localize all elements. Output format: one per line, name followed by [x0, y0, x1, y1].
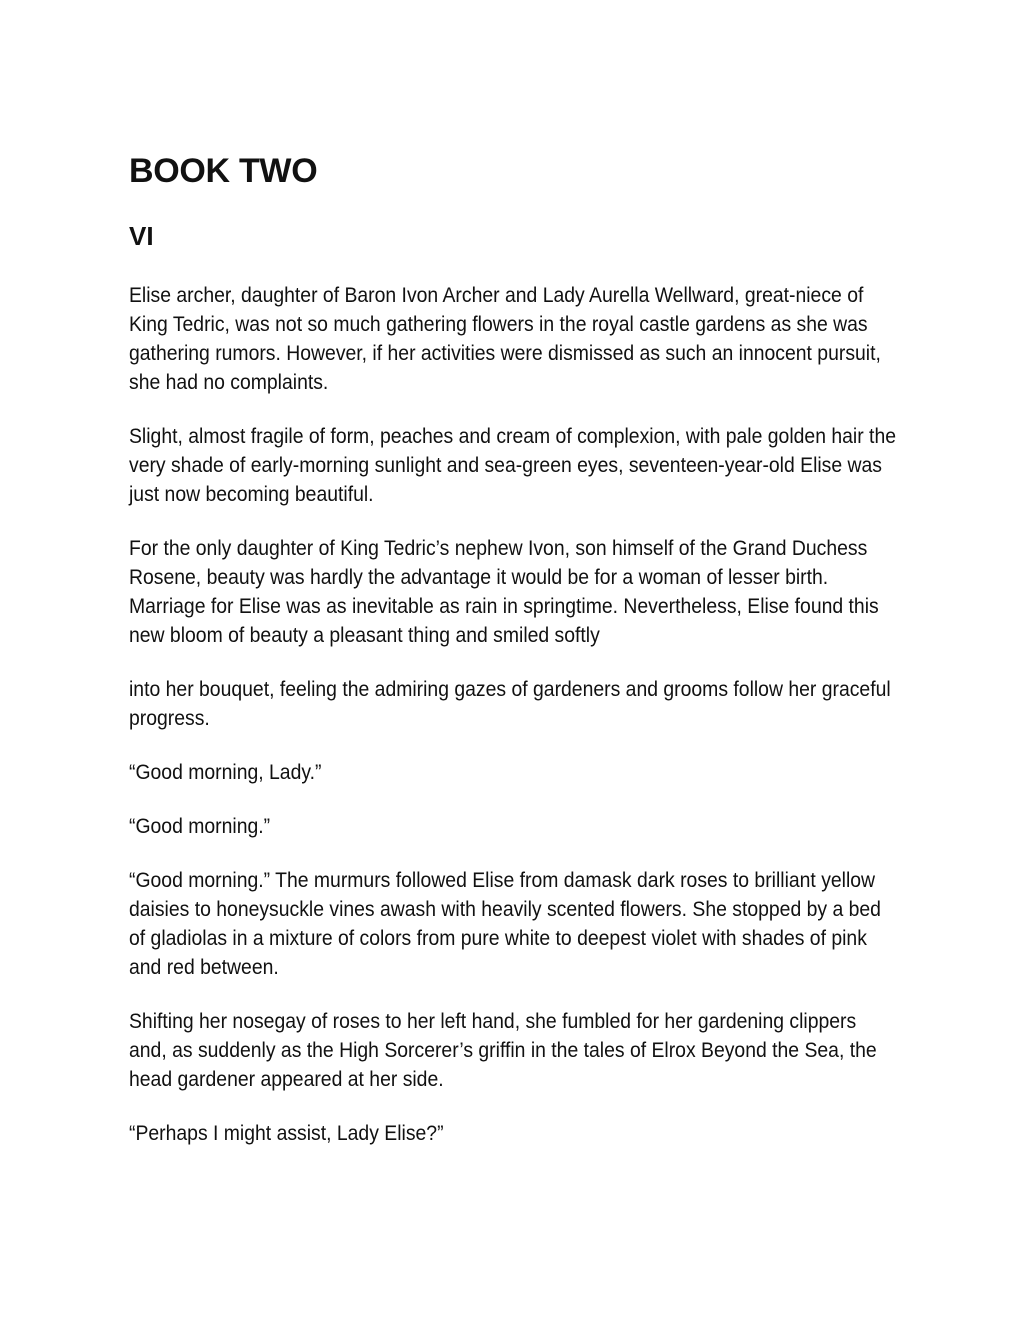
paragraph: Elise archer, daughter of Baron Ivon Archer and Lady Aurella Wellward, great-niece of King Tedric, was not so much gathering flowers in the royal castle gardens as she was gathering rumors. However, if her activities were dismissed as such an innocent pursuit, she had no complaints. [129, 283, 881, 394]
document-page [129, 150, 899, 1173]
paragraph: into her bouquet, feeling the admiring gazes of gardeners and grooms follow her graceful progress. [129, 677, 891, 730]
paragraph: “Perhaps I might assist, Lady Elise?” [129, 1121, 444, 1145]
paragraph: Shifting her nosegay of roses to her left hand, she fumbled for her gardening clippers and, as suddenly as the High Sorcerer’s griffin in the tales of Elrox Beyond the Sea, the head gardener appeared at her side. [129, 1009, 877, 1091]
chapter-heading: VI [129, 221, 154, 251]
paragraph: “Good morning.” [129, 814, 271, 838]
paragraph: “Good morning, Lady.” [129, 760, 322, 784]
paragraph: “Good morning.” The murmurs followed Elise from damask dark roses to brilliant yellow daisies to honeysuckle vines awash with heavily scented flowers. She stopped by a bed of gladiolas in a mixture of colors from pure white to deepest violet with shades of pink and red between. [129, 868, 881, 979]
paragraph: Slight, almost fragile of form, peaches and cream of complexion, with pale golden hair the very shade of early-morning sunlight and sea-green eyes, seventeen-year-old Elise was just now becoming beautiful. [129, 424, 897, 506]
paragraph: For the only daughter of King Tedric’s nephew Ivon, son himself of the Grand Duchess Rosene, beauty was hardly the advantage it would be for a woman of lesser birth. Marriage for Elise was as inevitable as rain in springtime. Nevertheless, Elise found this new bloom of beauty a pleasant thing and smiled softly [129, 536, 879, 647]
book-title: BOOK TWO [129, 152, 318, 190]
body-text [129, 281, 899, 1148]
